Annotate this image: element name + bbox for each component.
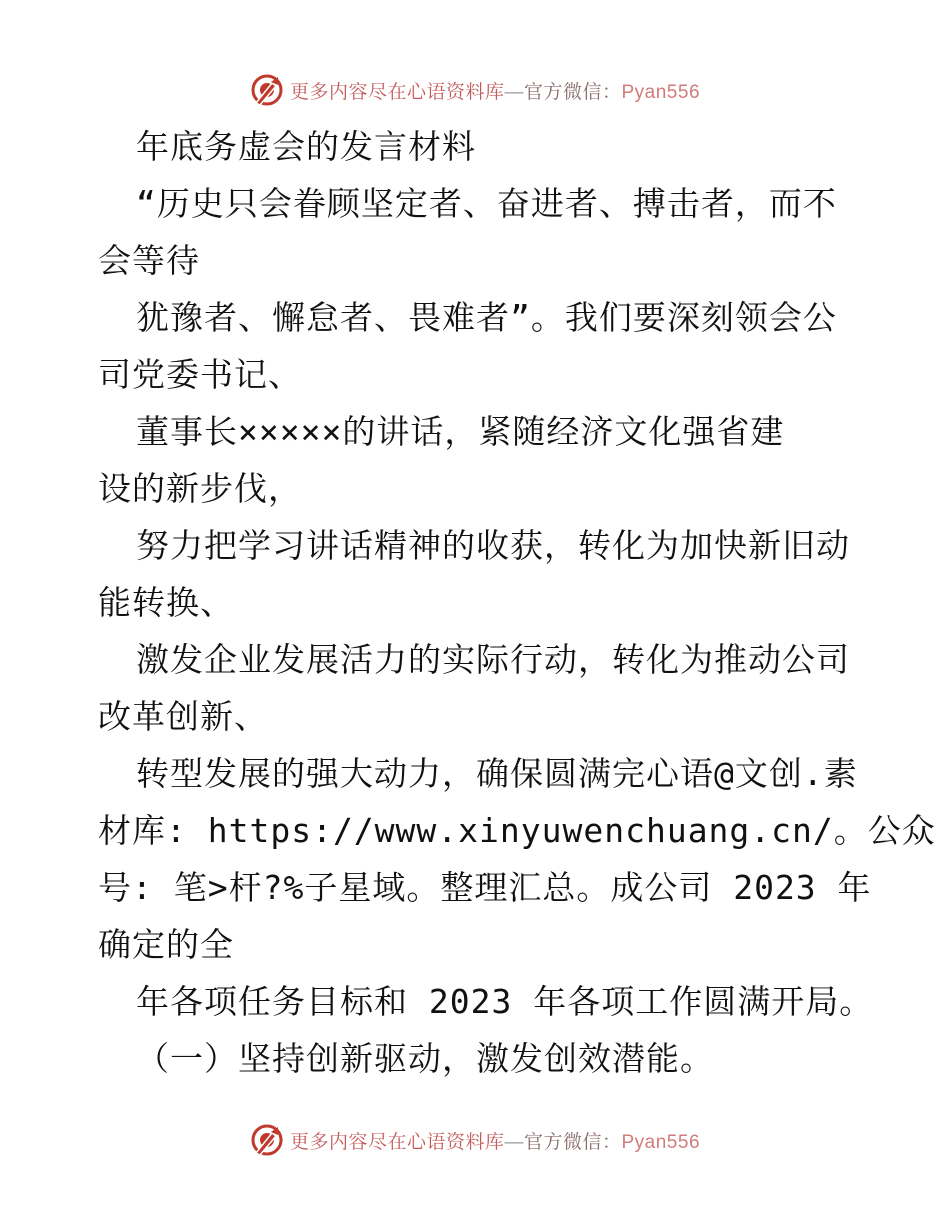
document-body: [98, 118, 936, 1087]
footer-banner-text: [290, 1127, 700, 1154]
paragraph-line: 年底务虚会的发言材料: [136, 127, 476, 166]
footer-wechat-handle: Pyan556: [621, 1131, 701, 1153]
paragraph-line: 年各项任务目标和 2023 年各项工作圆满开局。: [136, 982, 874, 1021]
paragraph-line: 董事长×××××的讲话，紧随经济文化强省建: [136, 412, 785, 451]
pen-logo-icon: [250, 73, 284, 107]
header-banner[interactable]: [0, 70, 950, 110]
paragraph-line: 确定的全: [98, 925, 234, 964]
footer-wechat-label: 官方微信：: [523, 1131, 622, 1153]
paragraph-line: 设的新步伐，: [98, 469, 302, 508]
footer-site-text: 更多内容尽在心语资料库: [289, 1131, 505, 1153]
paragraph-line: 能转换、: [98, 583, 234, 622]
paragraph-line: 司党委书记、: [98, 355, 302, 394]
paragraph-line: 材库: https://www.xinyuwenchuang.cn/。公众: [98, 811, 936, 850]
footer-dash: —: [504, 1131, 524, 1153]
header-banner-text: [290, 77, 700, 104]
paragraph-line: （一）坚持创新驱动，激发创效潜能。: [136, 1039, 714, 1078]
paragraph-line: 号: 笔>杆?%子星域。整理汇总。成公司 2023 年: [98, 868, 872, 907]
pen-logo-icon: [250, 1123, 284, 1157]
header-wechat-label: 官方微信：: [523, 81, 622, 103]
paragraph-line: “历史只会眷顾坚定者、奋进者、搏击者，而不: [136, 184, 837, 223]
paragraph-line: 改革创新、: [98, 697, 268, 736]
header-site-text: 更多内容尽在心语资料库: [289, 81, 505, 103]
paragraph-line: 激发企业发展活力的实际行动，转化为推动公司: [136, 640, 850, 679]
paragraph-line: 转型发展的强大动力，确保圆满完心语@文创.素: [136, 754, 858, 793]
footer-banner[interactable]: [0, 1120, 950, 1160]
paragraph-line: 犹豫者、懈怠者、畏难者”。我们要深刻领会公: [136, 298, 837, 337]
paragraph-line: 会等待: [98, 241, 200, 280]
header-wechat-handle: Pyan556: [621, 81, 701, 103]
header-dash: —: [504, 81, 524, 103]
paragraph-line: 努力把学习讲话精神的收获，转化为加快新旧动: [136, 526, 850, 565]
